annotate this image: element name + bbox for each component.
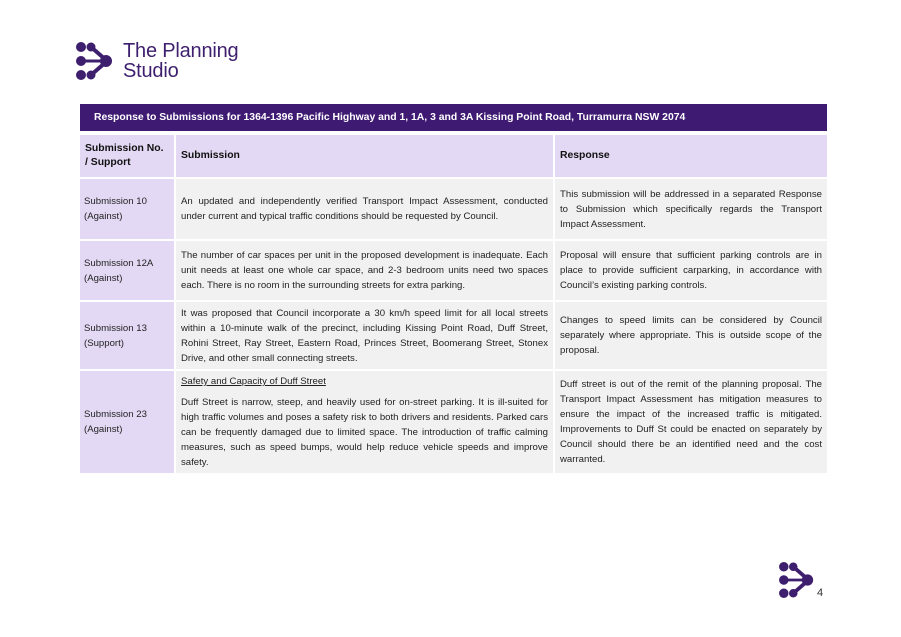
submissions-table-wrapper (80, 104, 827, 475)
page-number: 4 (817, 587, 824, 599)
brand-name-line1: The Planning (123, 40, 239, 62)
response-text: This submission will be addressed in a separated Response to Submission which specifically regards the Transport Impact Assessment. (555, 179, 827, 239)
brand-logo (76, 41, 238, 81)
submission-support: (Support) (84, 337, 124, 349)
submission-support: (Against) (84, 272, 123, 284)
footer-logo-icon (779, 562, 817, 603)
response-text: Duff street is out of the remit of the planning proposal. The Transport Impact Assessment has mitigation measures to ensure the impact of the increased traffic is mitigated. Improvements to Duff St could be enacted on separately by Council should there be an identified need and the cost warranted. (555, 371, 827, 473)
table-row (80, 302, 827, 369)
submission-id-cell (80, 302, 174, 369)
brand-name (123, 41, 238, 81)
submission-number: Submission 23 (84, 409, 147, 420)
submission-text: Duff Street is narrow, steep, and heavily used for on-street parking. It is ill-suited for high traffic volumes and poses a safety risk to both drivers and residents. Parked cars can be frequently damaged due to limited space. The introduction of traffic calming measures, such as speed bumps, would help reduce vehicle speeds and improve safety. (181, 397, 548, 468)
submission-id-cell (80, 179, 174, 239)
response-text: Proposal will ensure that sufficient parking controls are in place to provide sufficient carparking, in accordance with Council’s existing parking controls. (555, 241, 827, 300)
table-row (80, 371, 827, 473)
table-title: Response to Submissions for 1364-1396 Pacific Highway and 1, 1A, 3 and 3A Kissing Point Road, Turramurra NSW 2074 (80, 104, 827, 131)
submission-text: The number of car spaces per unit in the proposed development is inadequate. Each unit needs at least one whole car space, and 2-3 bedroom units need two spaces each. There is no room in the surrounding streets for extra parking. (176, 241, 553, 300)
submission-heading: Safety and Capacity of Duff Street (181, 376, 326, 387)
submission-support: (Against) (84, 424, 123, 435)
submission-text: It was proposed that Council incorporate a 30 km/h speed limit for all local streets within a 10-minute walk of the precinct, including Kissing Point Road, Duff Street, Rohini Street, Ray Street, Eastern Road, Princes Street, Boomerang Street, Stonex Drive, and other small connecting streets. (176, 302, 553, 369)
header-submission: Submission (176, 135, 553, 177)
table-row (80, 241, 827, 300)
submissions-table (78, 133, 829, 475)
submission-number: Submission 12A (84, 257, 154, 269)
submission-support: (Against) (84, 211, 123, 222)
header-submission-no: Submission No. / Support (80, 135, 174, 177)
table-header-row (80, 135, 827, 177)
submission-number: Submission 10 (84, 196, 147, 207)
submission-text-cell (176, 371, 553, 473)
planning-studio-logo-icon (76, 42, 116, 80)
submission-id-cell (80, 371, 174, 473)
response-text: Changes to speed limits can be considered by Council separately where appropriate. This is outside scope of the proposal. (555, 302, 827, 369)
brand-name-line2: Studio (123, 60, 179, 82)
table-row (80, 179, 827, 239)
submission-text: An updated and independently verified Transport Impact Assessment, conducted under current and typical traffic conditions should be requested by Council. (176, 179, 553, 239)
submission-number: Submission 13 (84, 322, 147, 334)
submission-id-cell (80, 241, 174, 300)
header-response: Response (555, 135, 827, 177)
